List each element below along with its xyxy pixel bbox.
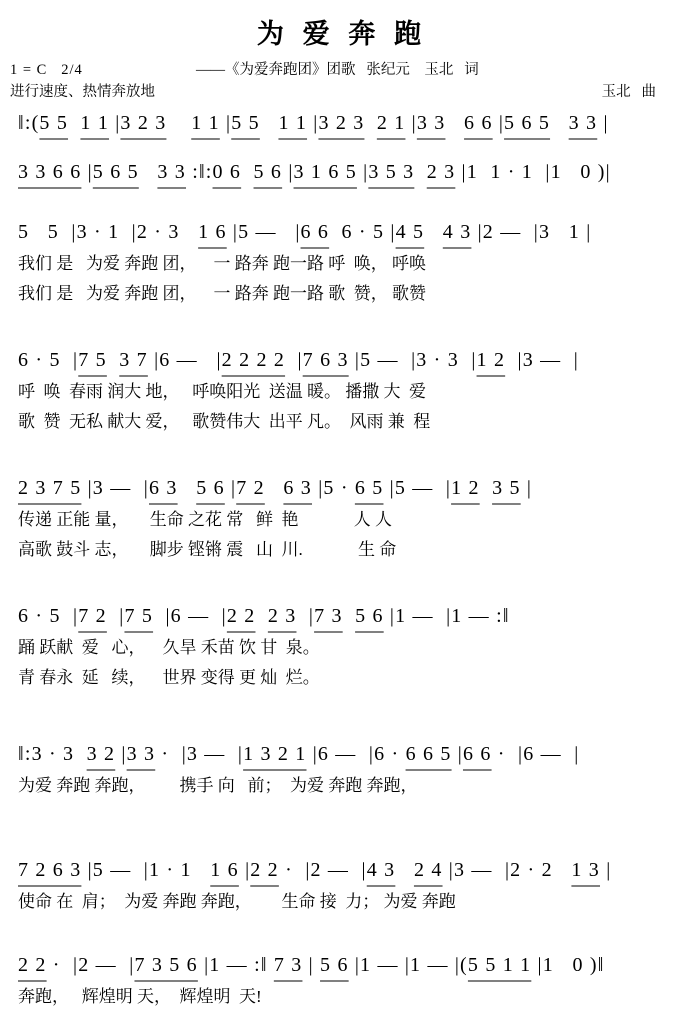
- lyric-line-2: 歌 赞 无私 献大 爱， 歌赞伟大 出平 凡。 风雨 兼 程: [18, 412, 431, 431]
- lyric-line-1: 我们 是 为爱 奔跑 团， 一 路奔 跑一路 呼 唤， 呼唤: [18, 254, 426, 273]
- music-system: [8, 345, 676, 435]
- music-system: [8, 950, 676, 1010]
- music-system: [8, 157, 676, 191]
- lyric-line-1: 踊 跃献 爱 心， 久旱 禾苗 饮 甘 泉。: [18, 638, 320, 657]
- lyric-line-1: 呼 唤 春雨 润大 地， 呼唤阳光 送温 暖。 播撒 大 爱: [18, 382, 426, 401]
- lyric-line-1: 为爱 奔跑 奔跑， 携手 向 前； 为爱 奔跑 奔跑，: [18, 776, 418, 795]
- music-system: [8, 108, 676, 142]
- attribution-line-2: 玉北 曲: [601, 84, 656, 100]
- lyric-line-1: 传递 正能 量， 生命 之花 常 鲜 艳 人 人: [18, 510, 392, 529]
- key-meter: 1 = C 2/4: [10, 62, 83, 78]
- music-system: [8, 855, 676, 915]
- notation-line: 6 · 5 |7 5 3 7 |6 — |2 2 2 2 |7 6 3 |5 — |3 · 3 |1 2 |3 — |: [18, 349, 579, 371]
- lyric-line-2: 青 春永 延 续， 世界 变得 更 灿 烂。: [18, 668, 320, 687]
- music-system: [8, 217, 676, 307]
- lyric-line-2: 高歌 鼓斗 志， 脚步 铿锵 震 山 川. 生 命: [18, 540, 397, 559]
- lyric-line-2: 我们 是 为爱 奔跑 团， 一 路奔 跑一路 歌 赞， 歌赞: [18, 284, 426, 303]
- notation-line: 5 5 |3 · 1 |2 · 3 1 6 |5 — |6 6 6 · 5 |4 5 4 3 |2 — |3 1 |: [18, 221, 592, 243]
- attribution-line-1: ——《为爱奔跑团》团歌 张纪元 玉北 词: [196, 62, 479, 78]
- header-left: [10, 59, 155, 103]
- lyric-line-1: 奔跑， 辉煌明 天， 辉煌明 天!: [18, 987, 262, 1006]
- notation-line: ‖:(5 5 1 1 |3 2 3 1 1 |5 5 1 1 |3 2 3 2 1 |3 3 6 6 |5 6 5 3 3 |: [18, 112, 609, 134]
- notation-line: 7 2 6 3 |5 — |1 · 1 1 6 |2 2 · |2 — |4 3 2 4 |3 — |2 · 2 1 3 |: [18, 859, 612, 881]
- sheet-music-page: [0, 12, 684, 1024]
- notation-line: 6 · 5 |7 2 |7 5 |6 — |2 2 2 3 |7 3 5 6 |1 — |1 — :‖: [18, 605, 510, 627]
- notation-line: ‖:3 · 3 3 2 |3 3 · |3 — |1 3 2 1 |6 — |6 · 6 6 5 |6 6 · |6 — |: [18, 743, 580, 765]
- music-system: [8, 739, 676, 799]
- music-system: [8, 601, 676, 691]
- header-info: [0, 59, 684, 107]
- tempo-style: 进行速度、热情奔放地: [10, 84, 155, 100]
- notation-line: 3 3 6 6 |5 6 5 3 3 :‖:0 6 5 6 |3 1 6 5 |3 5 3 2 3 |1 1 · 1 |1 0 )|: [18, 161, 611, 183]
- notation-line: 2 2 · |2 — |7 3 5 6 |1 — :‖ 7 3 | 5 6 |1 — |1 — |(5 5 1 1 |1 0 )‖: [18, 954, 605, 976]
- music-system: [8, 473, 676, 563]
- notation-line: 2 3 7 5 |3 — |6 3 5 6 |7 2 6 3 |5 · 6 5 |5 — |1 2 3 5 |: [18, 477, 533, 499]
- page-title: 为 爱 奔 跑: [256, 19, 428, 49]
- lyric-line-1: 使命 在 肩； 为爱 奔跑 奔跑， 生命 接 力； 为爱 奔跑: [18, 892, 456, 911]
